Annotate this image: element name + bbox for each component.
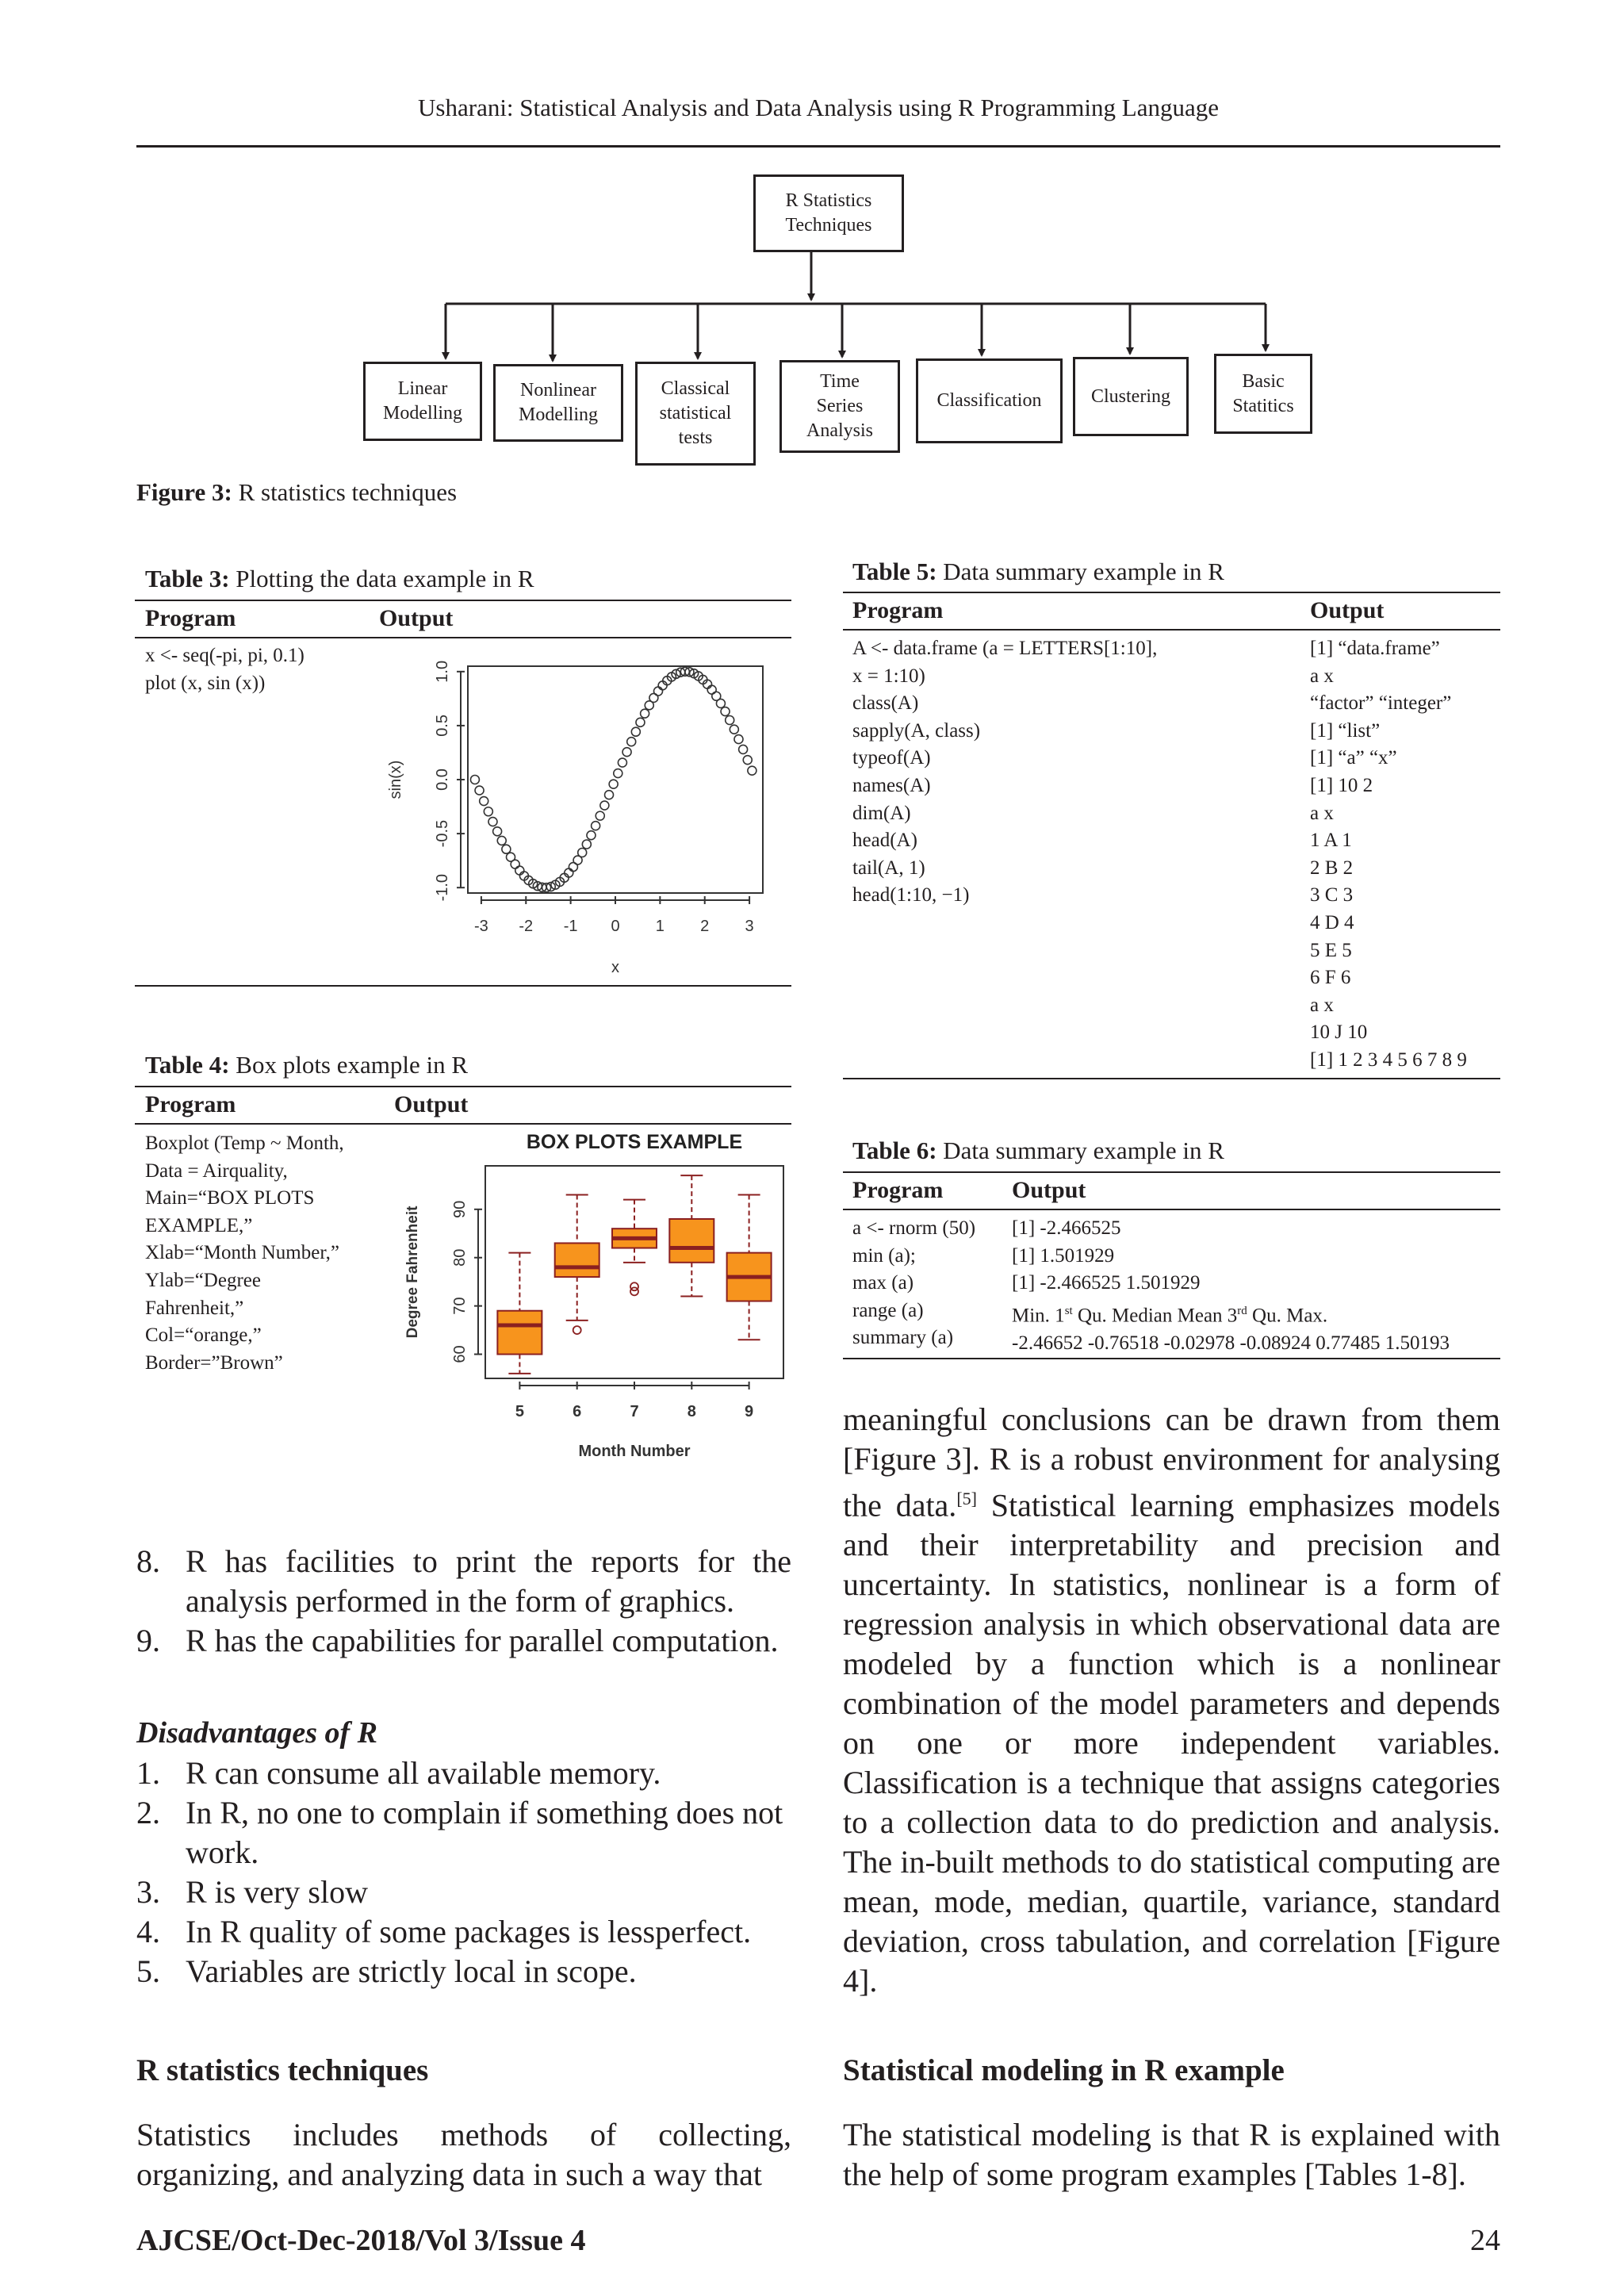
table3-bottom-rule [135,985,791,987]
x-tick-label: 7 [630,1403,639,1420]
box-line: Series [816,396,864,416]
box-line: statistical [659,403,732,424]
box-line: tests [678,427,713,448]
list-text: In R quality of some packages is lessperfect. [186,1914,752,1949]
output-line: 5 E 5 [1310,939,1352,961]
list-text: R is very slow [186,1874,368,1910]
summary-max: Qu. Max. [1247,1305,1328,1327]
code-line: Boxplot (Temp ~ Month, [145,1133,344,1154]
box-line: Time [820,371,860,392]
code-line: x = 1:10) [852,665,925,687]
table5-output [1310,635,1467,1075]
caption-label: Table 3: [145,565,230,592]
output-line: 3 C 3 [1310,884,1354,907]
data-point [716,699,725,707]
y-axis-label: sin(x) [387,760,404,799]
data-point [480,797,488,806]
code-line: Ylab=“Degree [145,1269,261,1291]
left-list [136,1542,791,1661]
y-tick-label: 70 [451,1297,469,1315]
list-number: 3. [136,1874,160,1910]
code-line: Fahrenheit,” [145,1297,244,1319]
list-number: 1. [136,1755,160,1791]
x-axis-label: x [611,959,619,974]
table5-col-program: Program [852,597,944,623]
y-tick-label: 80 [451,1248,469,1267]
box-classical-tests [635,362,756,466]
y-tick-label: 90 [451,1200,469,1218]
data-point [600,801,609,810]
caption-label: Table 5: [852,558,937,585]
x-tick-label: 9 [745,1403,754,1420]
disadvantages-list [136,1754,791,1991]
list-item [136,1793,791,1872]
code-line: min (a); [852,1244,916,1267]
code-line: tail(A, 1) [852,857,925,879]
table4-head-rule [135,1123,791,1125]
code-line: Main=“BOX PLOTS [145,1187,315,1209]
table5-top-rule [843,592,1500,593]
table6-top-rule [843,1171,1500,1173]
box-nonlinear-modelling [493,364,623,442]
data-point [475,786,484,795]
figure3-caption [136,478,457,507]
table5-caption [852,558,1224,586]
box-line: Statitics [1232,395,1294,416]
box-line: Clustering [1091,385,1170,407]
data-point [636,718,645,726]
data-point [511,860,519,868]
list-item [136,1952,791,1991]
caption-text: Data summary example in R [936,558,1224,585]
x-tick-label: -2 [519,918,534,935]
table6-bottom-rule [843,1358,1500,1359]
x-tick-label: 3 [745,918,754,935]
box-clustering [1073,357,1189,436]
table4-col-program: Program [145,1091,236,1117]
page-number: 24 [1470,2224,1500,2257]
x-axis-label: Month Number [578,1443,691,1460]
output-line: -2.46652 -0.76518 -0.02978 -0.08924 0.77485 1.50193 [1012,1332,1450,1354]
x-tick-label: 2 [700,918,710,935]
superscript: st [1064,1304,1073,1317]
table4-program [145,1130,344,1377]
section-left-body: Statistics includes methods of collecting, organizing, and analyzing data in such a way that [136,2117,791,2192]
data-point [721,707,730,716]
code-line: Data = Airquality, [145,1159,288,1182]
list-text: R has the capabilities for parallel computation. [186,1623,779,1658]
code-line: max (a) [852,1272,914,1294]
box-line: Analysis [806,420,873,441]
output-line: [1] “data.frame” [1310,638,1440,659]
section-title-statistical-modeling: Statistical modeling in R example [843,2053,1285,2087]
table5-head-rule [843,629,1500,631]
box-body [497,1311,542,1355]
code-line: x <- seq(-pi, pi, 0.1) [145,645,304,666]
y-tick-label: -1.0 [434,873,451,902]
output-line: 10 J 10 [1310,1022,1368,1044]
code-line: head(A) [852,830,917,852]
outlier-point [630,1282,638,1290]
output-line: 4 D 4 [1310,911,1354,933]
table4-top-rule [135,1086,791,1087]
code-line: EXAMPLE,” [145,1214,253,1236]
table3-head-rule [135,637,791,638]
citation-ref[interactable]: [5] [956,1489,977,1508]
paragraph-text: Statistical learning emphasizes models and their interpretability and precision and uncertainty. In statistics, nonlinear is a form of regression analysis in which observational data are modeled by a function which is a nonlinear combination of the model parameters and depends on one or more independent variables. Classification is a technique that assigns categories to a collection data to do prediction and analysis. The in-built methods to do statistical computing are mean, mode, median, quartile, variance, standard deviation, cross tabulation, and correlation [Figure 4]. [843,1487,1500,1999]
x-tick-label: 8 [687,1403,696,1420]
output-line: 1 A 1 [1310,830,1352,852]
list-number: 5. [136,1953,160,1989]
output-line: “factor” “integer” [1310,692,1452,715]
box-line: Linear [397,378,448,399]
data-point [587,831,596,840]
superscript: rd [1237,1304,1247,1317]
code-line: range (a) [852,1299,924,1321]
caption-text: Plotting the data example in R [229,565,534,592]
caption-label: Table 4: [145,1051,230,1079]
table6-caption [852,1137,1224,1165]
table5-col-output: Output [1310,597,1385,623]
summary-min: Min. 1 [1012,1305,1065,1327]
y-tick-label: 0.0 [434,769,451,791]
table4-col-output: Output [394,1091,469,1117]
output-line: a x [1310,802,1334,824]
table3-program [145,642,304,697]
data-point [739,745,748,753]
paragraph-text: meaningful conclusions can be drawn from them [Figure 3]. R is a robust environment for analysing the data. [843,1401,1500,1524]
code-line: Xlab=“Month Number,” [145,1242,339,1264]
output-line: [1] 1.501929 [1012,1244,1115,1267]
x-tick-label: 6 [573,1403,582,1420]
data-point [493,827,502,836]
table6-col-output: Output [1012,1177,1086,1203]
data-point [470,776,479,784]
data-point [631,727,640,736]
y-axis-label: Degree Fahrenheit [404,1205,421,1339]
data-point [743,756,752,765]
output-line: [1] “list” [1310,719,1381,742]
data-point [654,687,663,696]
code-line: class(A) [852,692,919,715]
box-line: Classification [936,390,1042,411]
table4-caption [145,1051,468,1079]
box-line: Techniques [785,215,872,236]
list-number: 8. [136,1543,160,1579]
output-line: [1] -2.466525 1.501929 [1012,1272,1201,1294]
list-number: 2. [136,1795,160,1830]
code-line: dim(A) [852,802,911,824]
table6-col-program: Program [852,1177,944,1203]
right-column-body [843,1400,1500,2001]
sine-scatter-plot [381,641,777,974]
data-point [488,818,497,826]
data-point [582,840,591,849]
table3-col-output: Output [379,605,454,631]
output-line: [1] 10 2 [1310,774,1373,796]
output-line: a x [1310,994,1334,1016]
caption-label: Figure 3: [136,478,232,506]
box-line: Classical [661,378,730,399]
box-line: Modelling [519,404,598,425]
box-basic-statistics [1214,354,1312,434]
code-line: head(1:10, −1) [852,884,970,907]
summary-mid: Qu. Median Mean 3 [1072,1305,1238,1327]
code-line: summary (a) [852,1327,954,1349]
code-line: names(A) [852,774,931,796]
y-tick-label: 60 [451,1345,469,1363]
table6-output [1012,1215,1450,1357]
data-point [641,709,649,718]
box-classification [916,358,1063,443]
box-plot-chart [396,1126,793,1483]
box-line: Basic [1242,370,1285,392]
flowchart-root-box [753,174,904,252]
disadvantages-title: Disadvantages of R [136,1716,377,1750]
output-line: [1] -2.466525 [1012,1217,1121,1239]
output-line-summary-header [1012,1297,1450,1330]
output-line: [1] 1 2 3 4 5 6 7 8 9 [1310,1048,1467,1071]
table6-head-rule [843,1209,1500,1210]
list-item [136,1542,791,1621]
y-tick-label: 0.5 [434,714,451,737]
data-point [609,780,618,788]
x-tick-label: -1 [563,918,578,935]
list-text: In R, no one to complain if something does not work. [186,1795,783,1870]
code-line: plot (x, sin (x)) [145,672,266,694]
section-title-r-statistics: R statistics techniques [136,2053,429,2087]
list-text: R has facilities to print the reports for the analysis performed in the form of graphics. [186,1543,791,1619]
list-item [136,1872,791,1912]
list-item [136,1754,791,1793]
data-point [578,848,587,857]
data-point [748,766,756,775]
box-time-series [779,360,900,453]
output-line: [1] “a” “x” [1310,747,1397,769]
list-item [136,1621,791,1661]
data-point [730,725,738,734]
data-point [592,822,600,830]
y-tick-label: -0.5 [434,819,451,848]
running-header: Usharani: Statistical Analysis and Data Analysis using R Programming Language [418,94,1219,121]
caption-text: Data summary example in R [936,1137,1224,1164]
code-line: Col=“orange,” [145,1324,262,1347]
box-line: R Statistics [785,190,872,211]
x-tick-label: 0 [611,918,620,935]
box-linear-modelling [363,362,482,441]
data-point [502,845,511,853]
x-tick-label: 1 [655,918,665,935]
data-point [596,811,604,820]
data-point [515,866,524,875]
caption-label: Table 6: [852,1137,937,1164]
list-number: 4. [136,1914,160,1949]
outlier-point [573,1326,581,1334]
caption-text: Box plots example in R [229,1051,469,1079]
table3-top-rule [135,600,791,601]
y-tick-label: 1.0 [434,660,451,683]
code-line: typeof(A) [852,747,931,769]
table6-program [852,1215,975,1352]
x-tick-label: -3 [474,918,488,935]
x-tick-label: 5 [515,1403,524,1420]
footer-journal: AJCSE/Oct-Dec-2018/Vol 3/Issue 4 [136,2224,586,2257]
list-number: 9. [136,1623,160,1658]
output-line: a x [1310,665,1334,687]
box-body [669,1219,714,1263]
code-line: A <- data.frame (a = LETTERS[1:10], [852,638,1158,659]
table5-bottom-rule [843,1078,1500,1079]
data-point [614,769,622,778]
list-item [136,1912,791,1952]
box-body [555,1243,599,1277]
data-point [734,735,743,744]
box-line: Modelling [383,403,462,424]
section-right-body: The statistical modeling is that R is explained with the help of some program examples [Tables 1-8]. [843,2117,1500,2192]
output-line: 6 F 6 [1310,967,1351,989]
chart-title: BOX PLOTS EXAMPLE [526,1131,743,1153]
data-point [484,807,492,816]
table5-program [852,635,1157,910]
code-line: a <- rnorm (50) [852,1217,976,1239]
box-line: Nonlinear [520,380,596,401]
list-text: Variables are strictly local in scope. [186,1953,637,1989]
data-point [726,715,734,724]
output-line: 2 B 2 [1310,857,1354,879]
data-point [605,791,614,799]
data-point [622,748,631,757]
data-point [497,836,506,845]
code-line: sapply(A, class) [852,719,981,742]
table3-col-program: Program [145,605,236,631]
caption-text: R statistics techniques [232,478,458,506]
code-line: Border=”Brown” [145,1351,283,1374]
data-point [627,738,636,746]
data-point [618,758,626,767]
list-text: R can consume all available memory. [186,1755,661,1791]
data-point [707,685,716,694]
table3-caption [145,565,534,593]
